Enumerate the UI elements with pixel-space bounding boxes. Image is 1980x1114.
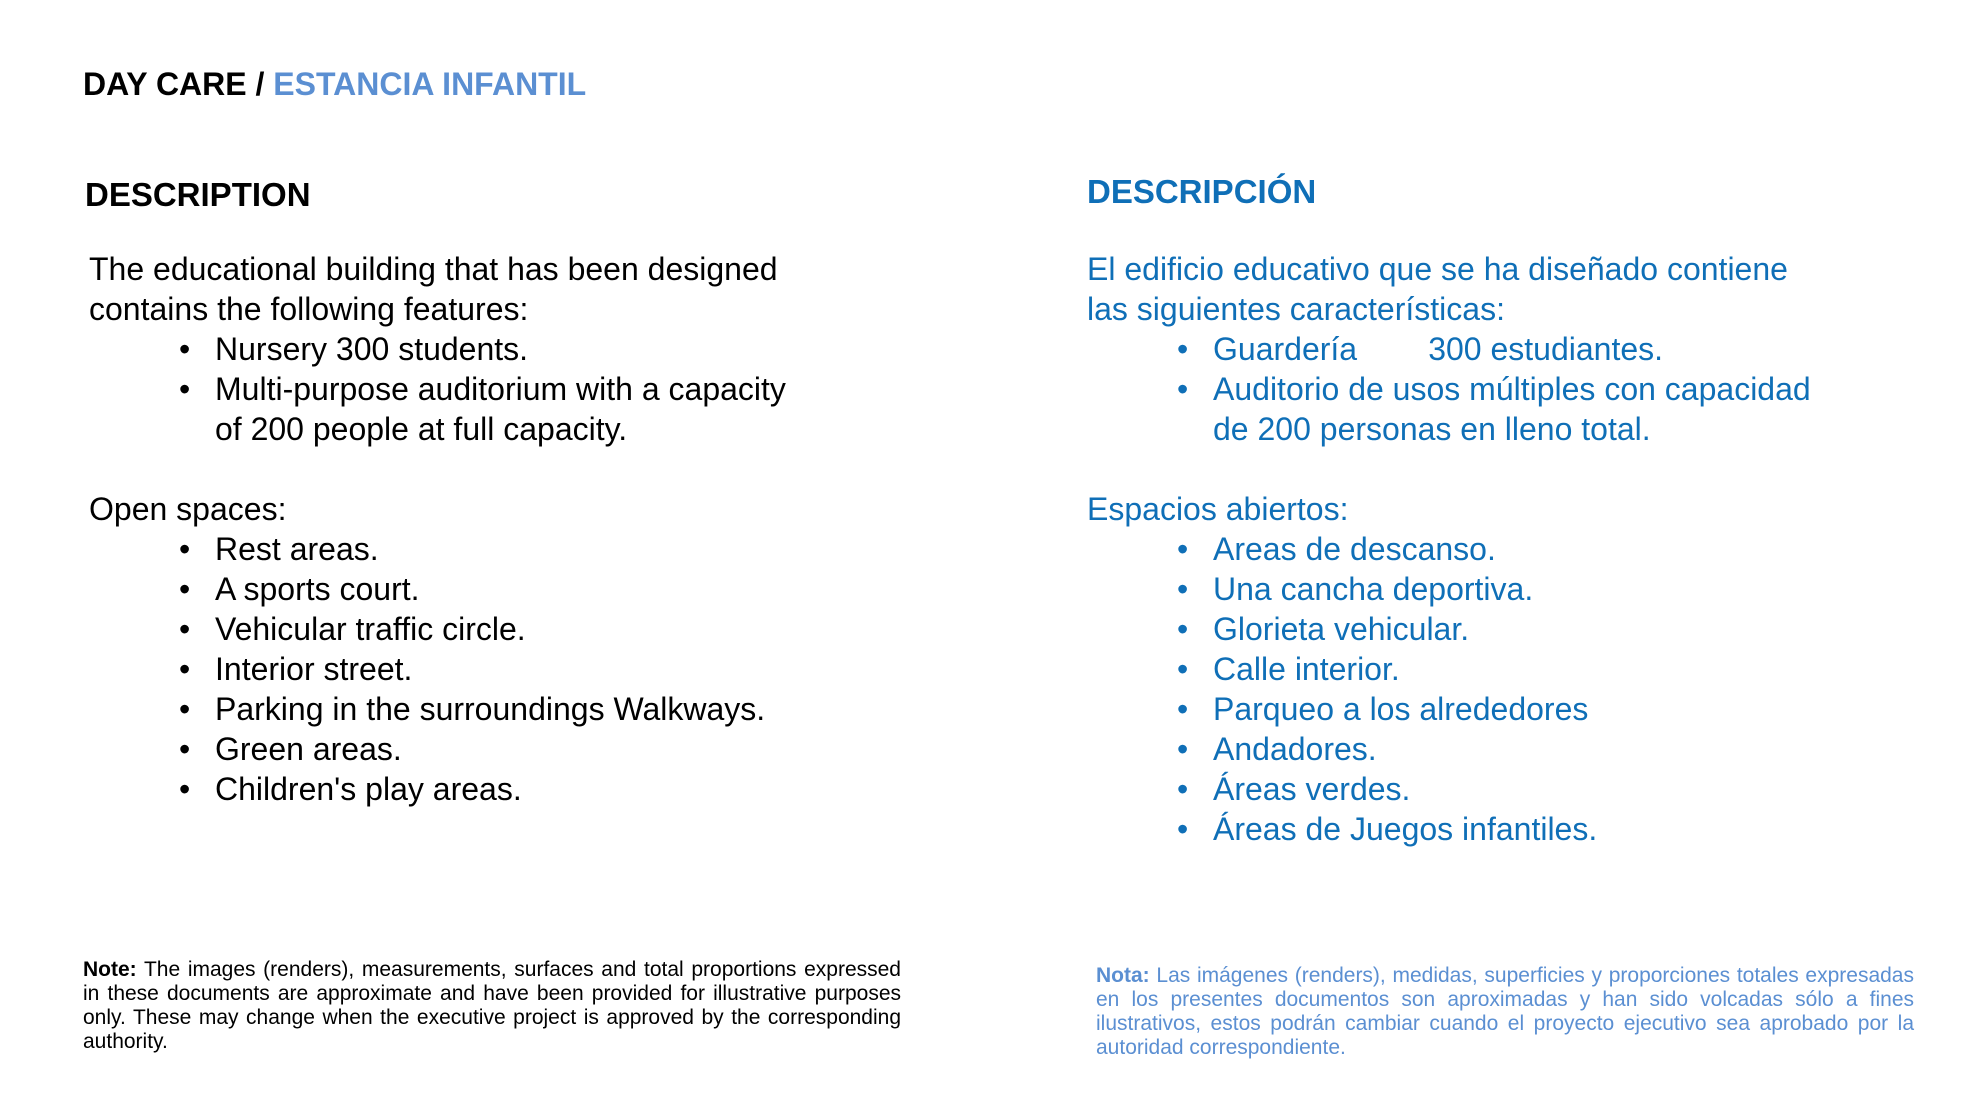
- spanish-open-spaces-label: Espacios abiertos:: [1087, 491, 1349, 527]
- english-note: [83, 958, 901, 1054]
- spanish-features-list: [1087, 329, 1847, 449]
- spanish-note-label: Nota:: [1096, 964, 1150, 987]
- list-item: • Una cancha deportiva.: [1087, 569, 1847, 609]
- list-item: • Áreas verdes.: [1087, 769, 1847, 809]
- list-item: • Áreas de Juegos infantiles.: [1087, 809, 1847, 849]
- spanish-body: [1087, 249, 1847, 849]
- list-item: • Children's play areas.: [89, 769, 829, 809]
- list-item: • Guardería 300 estudiantes.: [1087, 329, 1847, 369]
- list-item: • Areas de descanso.: [1087, 529, 1847, 569]
- spanish-heading: DESCRIPCIÓN: [1087, 173, 1317, 210]
- english-heading: DESCRIPTION: [85, 176, 311, 213]
- list-item: • Auditorio de usos múltiples con capacidad de 200 personas en lleno total.: [1087, 369, 1847, 449]
- title-spanish: ESTANCIA INFANTIL: [273, 66, 587, 102]
- list-item: • Green areas.: [89, 729, 829, 769]
- page-title: [83, 62, 586, 106]
- english-open-spaces-label: Open spaces:: [89, 491, 287, 527]
- list-item: • Andadores.: [1087, 729, 1847, 769]
- list-item: • A sports court.: [89, 569, 829, 609]
- list-item: • Calle interior.: [1087, 649, 1847, 689]
- english-intro: The educational building that has been designed contains the following features:: [89, 251, 778, 327]
- list-item: • Multi-purpose auditorium with a capacity of 200 people at full capacity.: [89, 369, 829, 449]
- title-separator: /: [246, 66, 274, 102]
- english-note-label: Note:: [83, 958, 137, 981]
- spanish-note-text: Las imágenes (renders), medidas, superficies y proporciones totales expresadas en los presentes documentos son aproximadas y han sido volcadas sólo a fines ilustrativos, estos podrán cambiar cuando el proyecto ejecutivo sea aprobado por la autoridad correspondiente.: [1096, 964, 1914, 1059]
- english-body: [89, 249, 829, 809]
- list-item: • Vehicular traffic circle.: [89, 609, 829, 649]
- spanish-open-spaces-list: [1087, 529, 1847, 849]
- list-item: • Parking in the surroundings Walkways.: [89, 689, 829, 729]
- list-item: • Nursery 300 students.: [89, 329, 829, 369]
- list-item: • Interior street.: [89, 649, 829, 689]
- list-item: • Glorieta vehicular.: [1087, 609, 1847, 649]
- spanish-intro: El edificio educativo que se ha diseñado contiene las siguientes características:: [1087, 251, 1788, 327]
- title-english: DAY CARE: [83, 66, 247, 102]
- english-note-text: The images (renders), measurements, surfaces and total proportions expressed in these documents are approximate and have been provided for illustrative purposes only. These may change when the executive project is approved by the corresponding authority.: [83, 958, 901, 1053]
- english-open-spaces-list: [89, 529, 829, 809]
- list-item: • Parqueo a los alrededores: [1087, 689, 1847, 729]
- spanish-note: [1096, 964, 1914, 1060]
- english-features-list: [89, 329, 829, 449]
- list-item: • Rest areas.: [89, 529, 829, 569]
